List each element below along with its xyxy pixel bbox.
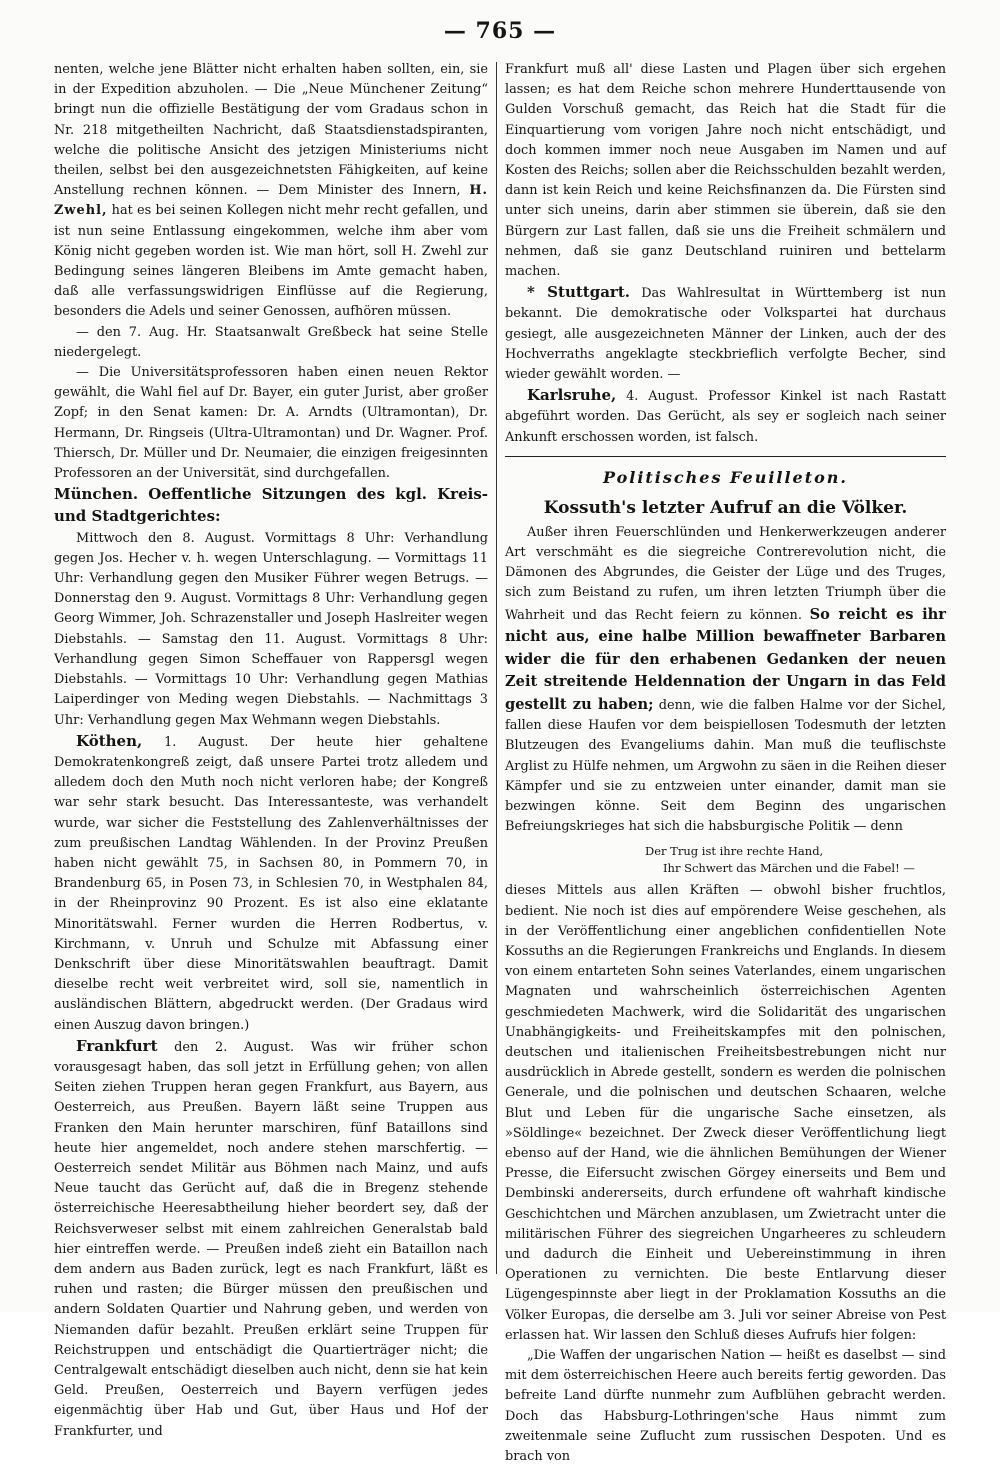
news-item-frankfurt: Frankfurt den 2. August. Was wir früher schon vorausgesagt haben, das soll jetzt in Erfüllung gehen; von allen Seiten ziehen Truppen heran gegen Frankfurt, aus Bayern, aus Oesterreich, aus Preußen. Bayern läßt seine Truppen aus Franken den Main herunter marschiren, fünf Bataillons sind heute hier angemeldet, noch andere stehen marschfertig. — Oesterreich sendet Militär aus Böhmen nach Mainz, und aufs Neue taucht das Gerücht auf, daß die in Bregenz stehende österreichische Heeresabtheilung hieher beordert sey, daß der Reichsverweser selbst mit einem zahlreichen Generalstab bald hier eintreffen werde. — Preußen indeß zieht ein Bataillon nach dem andern aus Baden zurück, legt es nach Frankfurt, läßt es ruhen und rasten; die Bürger müssen den preußischen und andern Soldaten Quartier und Nahrung geben, und werden von Niemanden dafür bezahlt. Preußen erklärt seine Truppen für Reichstruppen und entschädigt die Quartierträger nicht; die Centralgewalt entschädigt dieselben auch nicht, denn sie hat kein Geld. Preußen, Oesterreich und Bayern verfügen jedes eigenmächtig über Hab und Gut, über Haus und Hof der Frankfurter, und [54, 1036, 488, 1439]
right-column [505, 60, 946, 1465]
verse-line: Ihr Schwert das Märchen und die Fabel! — [663, 861, 915, 876]
dateline: Köthen, [76, 731, 143, 750]
article-paragraph: Außer ihren Feuerschlünden und Henkerwerkzeugen anderer Art verschmäht es die siegreiche Contrerevolution nicht, die Dämonen des Abgrundes, die Geister der Lüge und des Truges, sich zum Beistand zu rufen, um ihren letzten Triumph über die Wahrheit und das Recht feiern zu können. So reicht es ihr nicht aus, eine halbe Million bewaffneter Barbaren wider die für den erhabenen Gedanken der neuen Zeit streitende Heldennation der Ungarn in das Feld gestellt zu haben; denn, wie die falben Halme vor der Sichel, fallen diese Haufen vor dem beispiellosen Todesmuth der letzten Blutzeugen des Evangeliums dahin. Man muß die teuflischste Arglist zu Hülfe nehmen, um Argwohn zu säen in die Reihen dieser Kämpfer und sie zu entzweien unter einander, damit man sie bezwingen könne. Seit dem Beginn des ungarischen Befreiungskrieges hat sich die habsburgische Politik — denn [505, 524, 946, 835]
dateline: München. Oeffentliche Sitzungen des kgl. Kreis- und Stadtgerichtes: [54, 485, 488, 526]
dateline: Karlsruhe, [527, 386, 617, 405]
news-item-koethen: Köthen, 1. August. Der heute hier gehaltene Demokratenkongreß zeigt, daß unsere Partei trotz alledem und alledem doch den Muth noch nicht verloren habe; der Kongreß war sehr stark besucht. Das Interessanteste, was verhandelt wurde, war sicher die Feststellung des Zahlenverhältnisses der zum preußischen Landtag Wählenden. In der Provinz Preußen haben nicht gewählt 75, in Sachsen 80, in Pommern 70, in Brandenburg 65, in Posen 73, in Schlesien 70, in Westphalen 84, in der Rheinprovinz 90 Prozent. Es ist also eine eklatante Minoritätswahl. Ferner wurden die Herren Rodbertus, v. Kirchmann, v. Unruh und Schulze mit Abfassung einer Denkschrift über diese Minoritätswahlen beauftragt. Damit dieselbe recht weit verbreitet wird, soll sie, namentlich in ausländischen Blättern, abgedruckt werden. (Der Gradaus wird einen Auszug davon bringen.) [54, 731, 488, 1033]
column-divider [496, 62, 497, 1274]
dateline: Frankfurt [76, 1036, 158, 1055]
article-title: Kossuth's letzter Aufruf an die Völker. [543, 497, 908, 518]
page-number: — 765 — [443, 18, 557, 44]
verse-line: Der Trug ist ihre rechte Hand, [645, 844, 824, 859]
article-paragraph: — Die Universitätsprofessoren haben einen neuen Rektor gewählt, die Wahl fiel auf Dr. Bayer, ein guter Jurist, aber großer Zopf; in den Senat kamen: Dr. A. Arndts (Ultramontan), Dr. Hermann, Dr. Ringseis (Ultra-Ultramontan) und Dr. Wagner. Prof. Thiersch, Dr. Müller und Dr. Neumaier, die einzigen freigesinnten Professoren an der Universität, sind durchgefallen. [54, 365, 488, 482]
section-rule [505, 456, 946, 457]
article-paragraph: Mittwoch den 8. August. Vormittags 8 Uhr: Verhandlung gegen Jos. Hecher v. h. wegen Unterschlagung. — Vormittags 11 Uhr: Verhandlung gegen den Musiker Führer wegen Betrugs. — Donnerstag den 9. August. Vormittags 8 Uhr: Verhandlung gegen Georg Wimmer, Joh. Schrazenstaller und Joseph Haslreiter wegen Diebstahls. — Samstag den 11. August. Vormittags 8 Uhr: Verhandlung gegen Simon Scheffauer von Rappersgl wegen Diebstahls. — Vormittags 10 Uhr: Verhandlung gegen Mathias Laiperdinger von Meding wegen Diebstahls. — Nachmittags 3 Uhr: Verhandlung gegen Max Wehmann wegen Diebstahls. [54, 530, 488, 728]
news-item-muenchen [54, 484, 488, 528]
verse-quote [505, 843, 946, 877]
name-emphasis: H. Zwehl, [54, 183, 488, 219]
left-column [54, 60, 488, 1439]
article-paragraph: nenten, welche jene Blätter nicht erhalten haben sollten, ein, sie in der Expedition abzuholen. — Die „Neue Münchener Zeitung“ bringt nun die offizielle Bestätigung der vom Gradaus schon in Nr. 218 mitgetheilten Nachricht, daß Staatsdienstadspiranten, welche die politische Ansicht des jetzigen Ministeriums nicht theilen, selbst bei den ausgezeichnetsten Fähigkeiten, auf keine Anstellung rechnen können. — Dem Minister des Innern, H. Zwehl, hat es bei seinen Kollegen nicht mehr recht gefallen, und ist nun seine Entlassung eingekommen, welche ihm aber vom König nicht gegeben worden ist. Wie man hört, soll H. Zwehl zur Bedingung seines längeren Bleibens im Amte gemacht haben, daß alle verfassungswidrigen Einflüsse auf die Regierung, besonders die Adels und seiner Genossen, aufhören müssen. [54, 62, 488, 320]
article-paragraph: Frankfurt muß all' diese Lasten und Plagen über sich ergehen lassen; es hat dem Reiche schon mehrere Hunderttausende von Gulden Vorschuß gemacht, das Reich hat die Stadt für die Einquartierung vom vorigen Jahre noch nicht entschädigt, und doch kommen immer noch neue Ausgaben im Namen und auf Kosten des Reichs; sollen aber die Reichsschulden bezahlt werden, dann ist kein Reich und keine Reichsfinanzen da. Die Fürsten sind unter sich uneins, darin aber stimmen sie überein, daß sie den Bürgern zur Last fallen, daß sie uns die Freiheit schmälern und nehmen, daß sie ganz Deutschland ruiniren und bettelarm machen. [505, 62, 946, 280]
news-item-karlsruhe: Karlsruhe, 4. August. Professor Kinkel ist nach Rastatt abgeführt worden. Das Gerücht, als sey er sogleich nach seiner Ankunft erschossen worden, ist falsch. [505, 386, 946, 445]
article-paragraph: „Die Waffen der ungarischen Nation — heißt es daselbst — sind mit dem österreichischen Heere auch bereits fertig geworden. Das befreite Land dürfte nunmehr zum Aufblühen gebracht werden. Doch das Habsburg-Lothringen'sche Haus nimmt zum zweitenmale seine Zuflucht zum russischen Despoten. Und es brach von [505, 1348, 946, 1465]
emphasis-text: So reicht es ihr nicht aus, eine halbe Million bewaffneter Barbaren wider die für den erhabenen Gedanken der neuen Zeit streitende Heldennation der Ungarn in das Feld gestellt zu haben; [505, 605, 946, 713]
dateline: * Stuttgart. [527, 283, 630, 302]
news-item-stuttgart: * Stuttgart. Das Wahlresultat in Württemberg ist nun bekannt. Die demokratische oder Volkspartei hat durchaus gesiegt, alle ausgezeichneten Männer der Linken, auch der des Hochverraths angeklagte steckbrieflich verfolgte Becher, sind wieder gewählt worden. — [505, 283, 946, 383]
section-title: Politisches Feuilleton. [602, 467, 848, 487]
article-paragraph: — den 7. Aug. Hr. Staatsanwalt Greßbeck hat seine Stelle niedergelegt. [54, 324, 488, 360]
article-paragraph: dieses Mittels aus allen Kräften — obwohl bisher fruchtlos, bedient. Nie noch ist dies auf empörendere Weise geschehen, als in der Veröffentlichung einer angeblichen confidentiellen Note Kossuths an die Regierungen Frankreichs und Englands. In diesem von einem entarteten Sohn seines Vaterlandes, einem ungarischen Magnaten und wahrscheinlich österreichischen Agenten geschmiedeten Machwerk, wird die Solidarität des ungarischen Unabhängigkeits- und Freiheitskampfes mit den polnischen, deutschen und italienischen Freiheitsbestrebungen nicht nur ausdrücklich in Abrede gestellt, sondern es werden die polnischen Generale, und die polnischen und deutschen Schaaren, welche Blut und Leben für die ungarische Sache einsetzen, als »Söldlinge« bezeichnet. Der Zweck dieser Veröffentlichung liegt ebenso auf der Hand, wie die ähnlichen Bemühungen der Wiener Presse, die Eifersucht zwischen Görgey einerseits und Bem und Dembinski andererseits, durch erfundene oft wahrhaft kindische Geschichtchen und Märchen anzublasen, um Zwietracht unter die militärischen Führer des siegreichen Ungarheeres zu schleudern und dadurch die Einheit und Uebereinstimmung in ihren Operationen zu vernichten. Die beste Entlarvung dieser Lügengespinnste aber liegt in der Proklamation Kossuths an die Völker Europas, die derselbe am 3. Juli vor seiner Abreise von Pest erlassen hat. Wir lassen den Schluß dieses Aufrufs hier folgen: [505, 883, 946, 1343]
